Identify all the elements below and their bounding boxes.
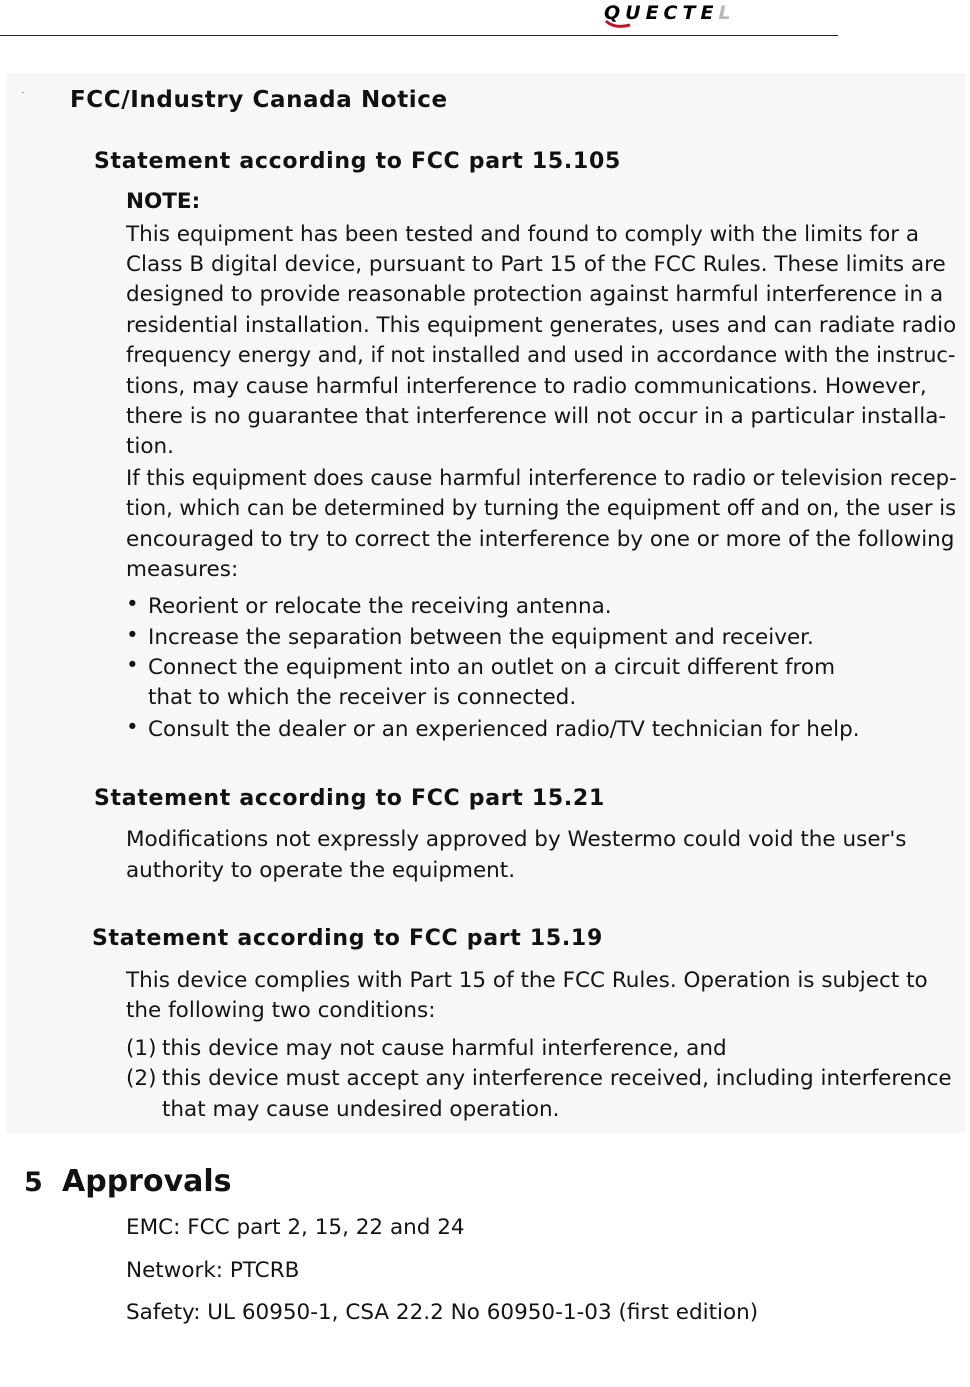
bullet-dot: • xyxy=(126,715,139,740)
para2-line: encouraged to try to correct the interference by one or more of the following xyxy=(126,527,955,552)
para1-line: Class B digital device, pursuant to Part 15 of the FCC Rules. These limits are xyxy=(126,252,946,277)
condition-number: (2) xyxy=(126,1066,157,1091)
approval-item: Safety: UL 60950-1, CSA 22.2 No 60950-1-03 (first edition) xyxy=(126,1300,759,1325)
notice-title: FCC/Industry Canada Notice xyxy=(70,87,448,113)
bullet-item: Connect the equipment into an outlet on a circuit different from xyxy=(148,655,836,680)
logo-wordmark: QUECTEL xyxy=(604,2,736,24)
s1521-line: Modifications not expressly approved by Westermo could void the user's xyxy=(126,827,907,852)
heading-1519: Statement according to FCC part 15.19 xyxy=(92,926,603,951)
note-label: NOTE: xyxy=(126,189,201,214)
scan-speck xyxy=(22,92,24,93)
bullet-item: Reorient or relocate the receiving antenna. xyxy=(148,594,612,619)
para1-line: tion. xyxy=(126,434,175,459)
bullet-dot: • xyxy=(126,653,139,678)
approval-item: EMC: FCC part 2, 15, 22 and 24 xyxy=(126,1215,465,1240)
bullet-item-continued: that to which the receiver is connected. xyxy=(148,685,577,710)
approval-item: Network: PTCRB xyxy=(126,1258,300,1283)
section-title: Approvals xyxy=(62,1164,232,1199)
para2-line: tion, which can be determined by turning the equipment off and on, the user is xyxy=(126,496,956,521)
heading-15105: Statement according to FCC part 15.105 xyxy=(94,149,621,174)
para1-line: residential installation. This equipment generates, uses and can radiate radio xyxy=(126,313,957,338)
bullet-item: Consult the dealer or an experienced radio/TV technician for help. xyxy=(148,717,860,742)
para2-line: If this equipment does cause harmful interference to radio or television recep- xyxy=(126,466,957,491)
para1-line: This equipment has been tested and found to comply with the limits for a xyxy=(126,222,920,247)
heading-1521: Statement according to FCC part 15.21 xyxy=(94,786,605,811)
header-rule xyxy=(0,35,838,36)
para1-line: there is no guarantee that interference will not occur in a particular installa- xyxy=(126,404,947,429)
condition-text: this device must accept any interference received, including interference xyxy=(162,1066,952,1091)
s1519-line: This device complies with Part 15 of the FCC Rules. Operation is subject to xyxy=(126,968,928,993)
quectel-logo xyxy=(604,2,736,30)
bullet-dot: • xyxy=(126,592,139,617)
para1-line: tions, may cause harmful interference to radio communications. However, xyxy=(126,374,927,399)
condition-text-continued: that may cause undesired operation. xyxy=(162,1097,560,1122)
bullet-item: Increase the separation between the equipment and receiver. xyxy=(148,625,814,650)
condition-text: this device may not cause harmful interference, and xyxy=(162,1036,727,1061)
page-header xyxy=(0,0,970,38)
logo-swoosh-icon xyxy=(604,19,632,29)
para2-line: measures: xyxy=(126,557,239,582)
s1519-line: the following two conditions: xyxy=(126,998,436,1023)
para1-line: designed to provide reasonable protection against harmful interference in a xyxy=(126,282,944,307)
para1-line: frequency energy and, if not installed and used in accordance with the instruc- xyxy=(126,343,956,368)
section-number: 5 xyxy=(24,1167,43,1198)
condition-number: (1) xyxy=(126,1036,157,1061)
s1521-line: authority to operate the equipment. xyxy=(126,858,516,883)
bullet-dot: • xyxy=(126,623,139,648)
